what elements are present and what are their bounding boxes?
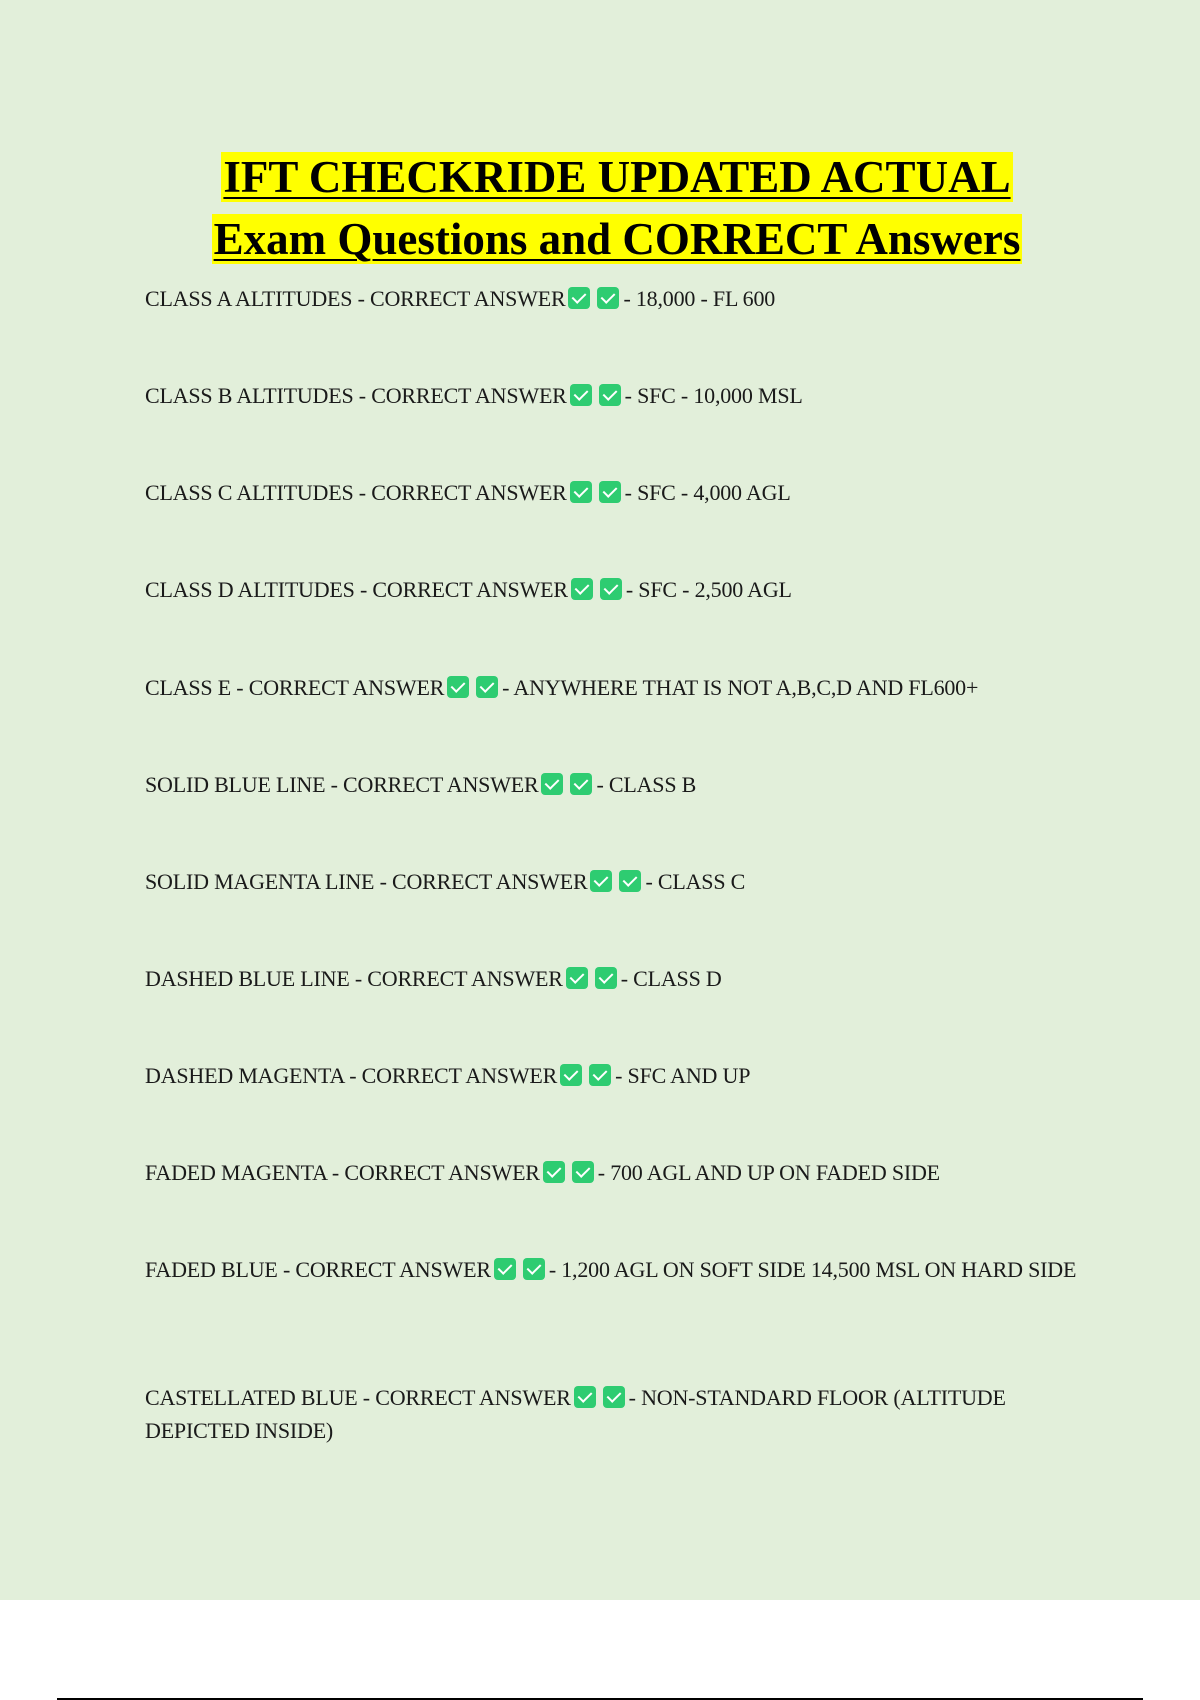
qa-item — [145, 282, 1085, 315]
qa-answer: - 1,200 AGL ON SOFT SIDE 14,500 MSL ON HARD SIDE — [548, 1257, 1077, 1282]
qa-answer: - CLASS C — [645, 869, 746, 894]
qa-question: CLASS B ALTITUDES - CORRECT ANSWER — [145, 383, 567, 408]
qa-answer: - ANYWHERE THAT IS NOT A,B,C,D AND FL600+ — [502, 675, 979, 700]
qa-item — [145, 1059, 1085, 1092]
check-mark-icon — [568, 287, 590, 309]
qa-item — [145, 768, 1085, 801]
qa-item — [145, 1381, 1085, 1447]
check-mark-icon — [476, 676, 498, 698]
qa-question: DASHED MAGENTA - CORRECT ANSWER — [145, 1063, 558, 1088]
qa-item — [145, 1253, 1085, 1286]
qa-answer: - SFC AND UP — [615, 1063, 751, 1088]
qa-question: SOLID BLUE LINE - CORRECT ANSWER — [145, 772, 539, 797]
check-mark-icon — [595, 967, 617, 989]
qa-item — [145, 476, 1085, 509]
qa-question: FADED BLUE - CORRECT ANSWER — [145, 1257, 491, 1282]
qa-question: SOLID MAGENTA LINE - CORRECT ANSWER — [145, 869, 588, 894]
check-mark-icon — [541, 773, 563, 795]
qa-answer: - NON-STANDARD FLOOR (ALTITUDE DEPICTED INSIDE) — [145, 1385, 1006, 1443]
check-mark-icon — [590, 870, 612, 892]
check-mark-icon — [560, 1064, 582, 1086]
qa-question: DASHED BLUE LINE - CORRECT ANSWER — [145, 966, 563, 991]
check-mark-icon — [523, 1258, 545, 1280]
qa-item — [145, 962, 1085, 995]
qa-question: CLASS A ALTITUDES - CORRECT ANSWER — [145, 286, 566, 311]
qa-answer: - CLASS B — [596, 772, 697, 797]
check-mark-icon — [543, 1161, 565, 1183]
title-line-1: IFT CHECKRIDE UPDATED ACTUAL — [223, 152, 1011, 202]
qa-answer: - 18,000 - FL 600 — [623, 286, 776, 311]
qa-question: CLASS C ALTITUDES - CORRECT ANSWER — [145, 480, 567, 505]
check-mark-icon — [447, 676, 469, 698]
check-mark-icon — [603, 1386, 625, 1408]
check-mark-icon — [619, 870, 641, 892]
check-mark-icon — [572, 1161, 594, 1183]
check-mark-icon — [600, 578, 622, 600]
check-mark-icon — [597, 287, 619, 309]
check-mark-icon — [494, 1258, 516, 1280]
qa-answer: - SFC - 4,000 AGL — [624, 480, 791, 505]
qa-item — [145, 573, 1085, 606]
qa-question: FADED MAGENTA - CORRECT ANSWER — [145, 1160, 540, 1185]
check-mark-icon — [570, 773, 592, 795]
qa-question: CLASS E - CORRECT ANSWER — [145, 675, 445, 700]
check-mark-icon — [599, 384, 621, 406]
check-mark-icon — [571, 578, 593, 600]
check-mark-icon — [599, 481, 621, 503]
qa-question: CASTELLATED BLUE - CORRECT ANSWER — [145, 1385, 571, 1410]
check-mark-icon — [570, 384, 592, 406]
qa-answer: - 700 AGL AND UP ON FADED SIDE — [597, 1160, 940, 1185]
qa-question: CLASS D ALTITUDES - CORRECT ANSWER — [145, 577, 568, 602]
check-mark-icon — [570, 481, 592, 503]
qa-item — [145, 671, 1085, 704]
document-title — [0, 146, 1200, 270]
qa-answer: - SFC - 2,500 AGL — [625, 577, 792, 602]
check-mark-icon — [574, 1386, 596, 1408]
qa-answer: - CLASS D — [620, 966, 722, 991]
check-mark-icon — [566, 967, 588, 989]
qa-answer: - SFC - 10,000 MSL — [624, 383, 803, 408]
qa-item — [145, 865, 1085, 898]
title-line-2: Exam Questions and CORRECT Answers — [213, 214, 1021, 264]
qa-item — [145, 379, 1085, 412]
check-mark-icon — [589, 1064, 611, 1086]
qa-item — [145, 1156, 1085, 1189]
